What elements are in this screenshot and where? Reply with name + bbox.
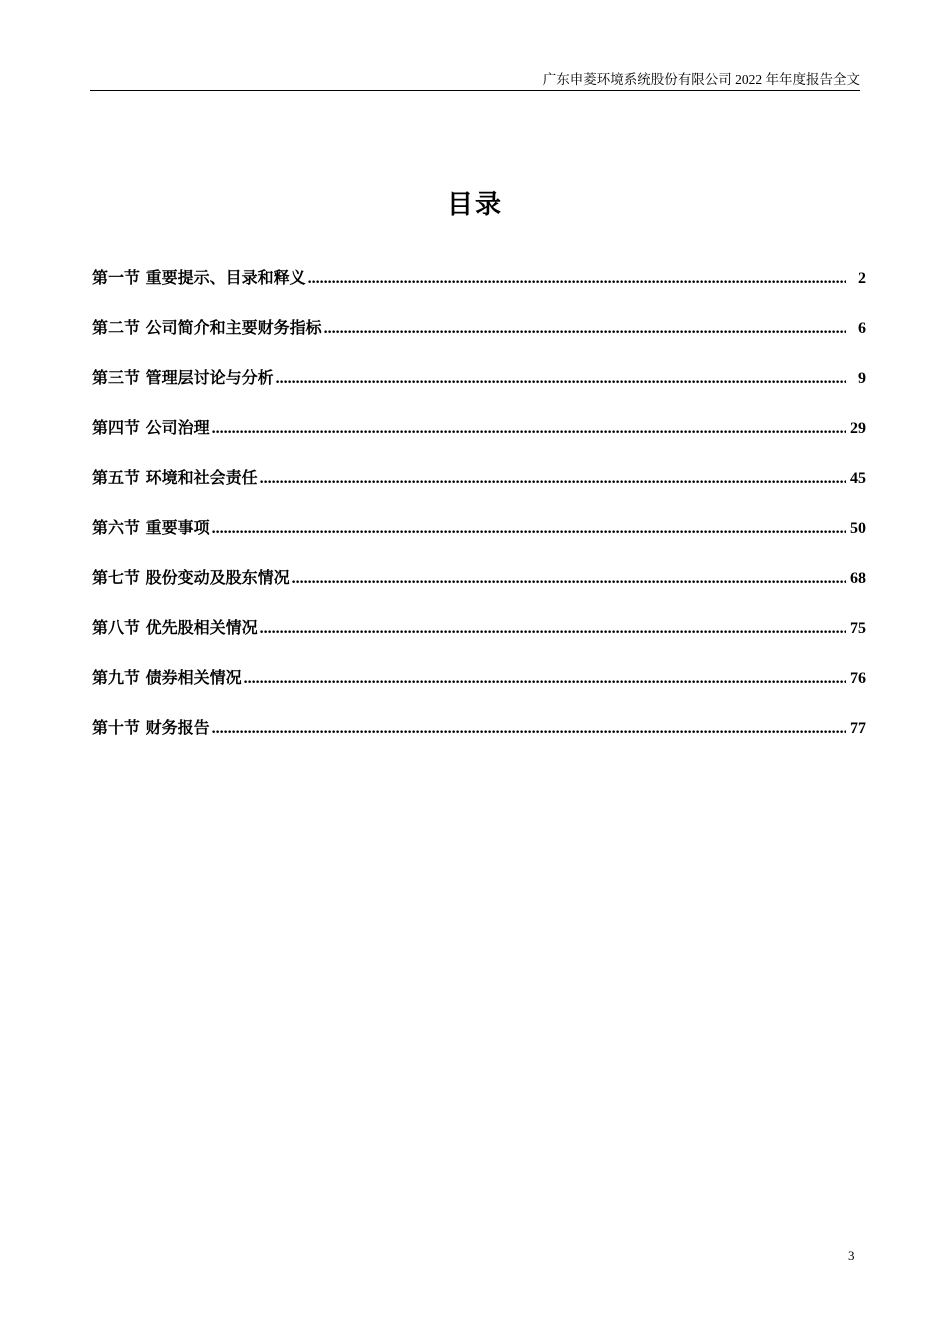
toc-entry-page: 75 <box>850 620 866 637</box>
toc-dot-leader <box>324 320 846 338</box>
toc-entry-label: 第四节 公司治理 <box>92 418 210 437</box>
toc-entry-page: 76 <box>850 670 866 687</box>
toc-entry-2[interactable] <box>92 315 866 365</box>
toc-entry-page: 2 <box>858 270 866 287</box>
toc-entry-page: 77 <box>850 720 866 737</box>
toc-entry-label: 第一节 重要提示、目录和释义 <box>92 268 306 287</box>
toc-entry-page: 68 <box>850 570 866 587</box>
toc-entry-page: 45 <box>850 470 866 487</box>
toc-entry-5[interactable] <box>92 465 866 515</box>
toc-dot-leader <box>212 520 846 538</box>
toc-dot-leader <box>260 620 846 638</box>
toc-dot-leader <box>212 420 846 438</box>
page-header <box>90 66 860 91</box>
toc-entry-label: 第九节 债券相关情况 <box>92 668 242 687</box>
toc-entry-6[interactable] <box>92 515 866 565</box>
table-of-contents <box>92 265 866 765</box>
toc-dot-leader <box>308 270 846 288</box>
toc-entry-page: 6 <box>858 320 866 337</box>
toc-entry-7[interactable] <box>92 565 866 615</box>
toc-entry-page: 50 <box>850 520 866 537</box>
toc-entry-3[interactable] <box>92 365 866 415</box>
toc-entry-page: 29 <box>850 420 866 437</box>
toc-entry-label: 第三节 管理层讨论与分析 <box>92 368 274 387</box>
toc-entry-label: 第二节 公司简介和主要财务指标 <box>92 318 322 337</box>
toc-entry-label: 第六节 重要事项 <box>92 518 210 537</box>
toc-entry-label: 第十节 财务报告 <box>92 718 210 737</box>
toc-dot-leader <box>244 670 846 688</box>
toc-entry-page: 9 <box>858 370 866 387</box>
toc-entry-8[interactable] <box>92 615 866 665</box>
toc-entry-9[interactable] <box>92 665 866 715</box>
toc-dot-leader <box>276 370 846 388</box>
toc-entry-label: 第七节 股份变动及股东情况 <box>92 568 290 587</box>
toc-dot-leader <box>292 570 846 588</box>
page-number: 3 <box>848 1248 855 1263</box>
toc-dot-leader <box>260 470 846 488</box>
page-title: 目录 <box>446 190 503 220</box>
toc-entry-label: 第八节 优先股相关情况 <box>92 618 258 637</box>
toc-entry-label: 第五节 环境和社会责任 <box>92 468 258 487</box>
toc-entry-1[interactable] <box>92 265 866 315</box>
toc-entry-10[interactable] <box>92 715 866 765</box>
header-text: 广东申菱环境系统股份有限公司 2022 年年度报告全文 <box>542 72 860 87</box>
toc-dot-leader <box>212 720 846 738</box>
toc-entry-4[interactable] <box>92 415 866 465</box>
